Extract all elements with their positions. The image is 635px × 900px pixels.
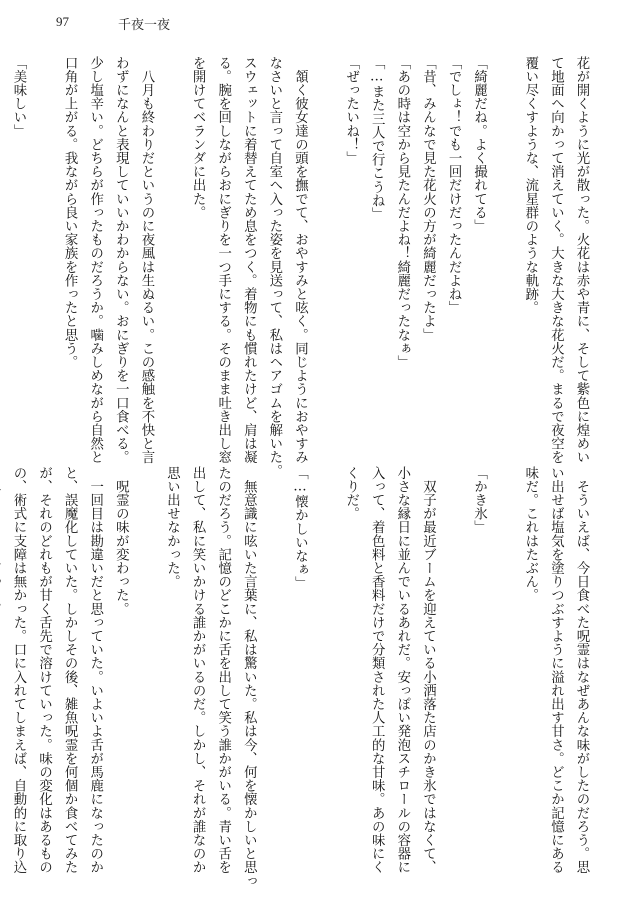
text-column: 口角が上がる。我ながら良い家族を作ったと思う。 [62, 56, 78, 369]
text-column: 無意識に呟いた言葉に、私は驚いた。私は今、何を懐かしいと思っ [241, 466, 257, 888]
text-column: 頷く彼女達の頭を撫でて、おやすみと呟く。同じようにおやすみ [292, 56, 308, 464]
text-column: を開けてベランダに出た。 [190, 56, 206, 220]
text-column: 味だ。これはたぶん。 [522, 466, 538, 602]
text-column: 思い出せなかった。 [164, 466, 180, 589]
text-column: 八月も終わりだというのに夜風は生ぬるい。この感触を不快と言 [138, 56, 154, 464]
text-column: くりだ。 [343, 466, 359, 521]
text-column: 「…懐かしいなぁ」 [292, 466, 308, 590]
text-column: 「綺麗だね。よく撮れてる」 [471, 56, 487, 233]
text-column: 「ぜったいね！」 [343, 56, 359, 165]
text-column: が、それのどれもが甘く舌先で溶けていった。味の変化はあるもの [36, 466, 52, 874]
text-column: て地面へ向かって消えていく。大きな大きな花火だ。まるで夜空を [548, 56, 564, 464]
text-column: 「でしょ！でも一回だけだったんだよね」 [446, 56, 462, 315]
running-title: 千夜一夜 [118, 18, 171, 33]
text-column: と、誤魔化していた。しかしその後、雑魚呪霊を何個か食べてみた [62, 466, 78, 874]
text-column: 「…また三人で行こうね」 [369, 56, 385, 221]
text-column: 小さな縁日に並んでいるあれだ。安っぽい発泡スチロールの容器に [394, 466, 410, 874]
text-column: 「美味しい」 [10, 56, 26, 138]
text-column: なさいと言って自室へ入った姿を見送って、私はヘアゴムを解いた。 [266, 56, 282, 478]
text-column: 少し塩辛い。どちらが作ったものだろうか。噛みしめながら自然と [87, 56, 103, 464]
text-column: 「あの時は空から見たんだよね！綺麗だったなぁ」 [394, 56, 410, 369]
text-column: スウェットに着替えてため息をつく。着物にも慣れたけど、肩は凝 [241, 56, 257, 464]
page-number: 97 [56, 14, 69, 29]
text-column: 出して、私に笑いかける誰かがいるのだ。しかし、それが誰なのか [190, 466, 206, 874]
text-column: 「かき氷」 [471, 466, 487, 534]
text-column: い出せば塩気を塗りつぶすように溢れ出す甘さ。どこか記憶にある [548, 466, 564, 874]
lower-text-block [0, 466, 591, 888]
text-column: 「昔、みんなで見た花火の方が綺麗だったよ」 [420, 56, 436, 342]
text-column: 覆い尽くすような、流星群のような軌跡。 [522, 56, 538, 315]
text-column: の、術式に支障は無かった。口に入れてしまえば、自動的に取り込 [10, 466, 26, 874]
text-column: 入って、着色料と香料だけで分類された人工的な甘味。あの味にく [369, 466, 385, 874]
text-column: そういえば、今日食べた呪霊はなぜあんな味がしたのだろう。思 [574, 466, 589, 874]
text-column: る。腕を回しながらおにぎりを一つ手にする。そのまま吐き出し窓 [215, 56, 231, 464]
text-column: たのだろう。記憶のどこかに舌を出して笑う誰かがいる。青い舌を [215, 466, 231, 874]
text-column: わずになんと表現していいかわからない。おにぎりを一口食べる。 [113, 56, 129, 464]
text-column: 花が開くように光が散った。火花は赤や青に、そして紫色に煌めい [574, 56, 589, 464]
text-column: 呪霊の味が変わった。 [113, 466, 129, 616]
upper-text-block [0, 56, 591, 478]
text-column [0, 466, 2, 616]
text-column: 一回目は勘違いだと思っていた。いよいよ舌が馬鹿になったのか [87, 466, 103, 874]
text-column: 双子が最近ブームを迎えている小洒落た店のかき氷ではなくて、 [420, 466, 436, 874]
